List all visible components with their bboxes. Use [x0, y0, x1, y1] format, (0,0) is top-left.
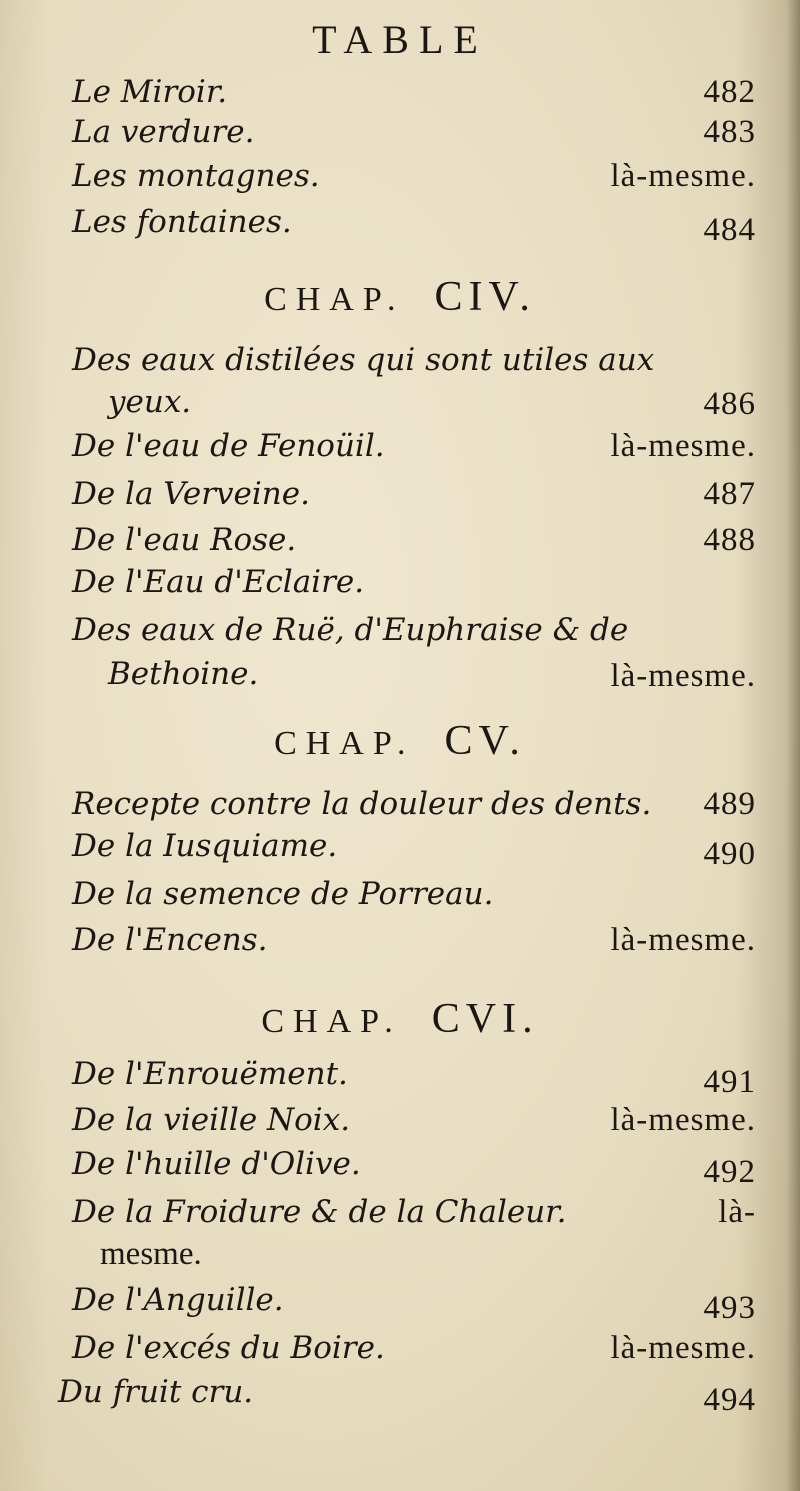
toc-entry — [72, 1054, 756, 1100]
entry-title: De l'Encens. — [72, 922, 268, 958]
toc-entry — [72, 202, 756, 248]
entry-page: là-mesme. — [610, 428, 756, 464]
toc-entry — [72, 562, 756, 602]
chapter-word: CHAP. — [264, 281, 405, 318]
entry-title: Des eaux de Ruë, d'Euphraise & de — [72, 612, 629, 648]
toc-entry — [72, 1100, 756, 1140]
entry-title: De la Iusquiame. — [72, 828, 338, 864]
entry-page: 493 — [703, 1290, 756, 1326]
entry-title: De l'huille d'Olive. — [72, 1146, 361, 1182]
entry-title: Le Miroir. — [72, 74, 228, 110]
entry-title: La verdure. — [72, 114, 255, 150]
toc-entry — [72, 340, 756, 380]
entry-page: là-mesme. — [610, 1102, 756, 1138]
entry-title: De la Froidure & de la Chaleur. — [72, 1194, 567, 1230]
toc-entry — [72, 1280, 756, 1326]
toc-entry — [72, 920, 756, 960]
entry-continuation: Bethoine. — [108, 656, 259, 692]
toc-entry — [72, 72, 756, 112]
entry-title: Recepte contre la douleur des dents. — [72, 786, 652, 822]
toc-entry — [72, 520, 756, 560]
entry-title: Du fruit cru. — [58, 1374, 254, 1410]
toc-entry — [72, 474, 756, 514]
entry-title: De la Verveine. — [72, 476, 310, 512]
toc-entry — [72, 426, 756, 466]
entry-page: 490 — [703, 836, 756, 872]
entry-page: 492 — [703, 1154, 756, 1190]
entry-page: 488 — [703, 522, 756, 558]
chapter-number: CIV. — [434, 274, 536, 320]
toc-entry — [72, 112, 756, 152]
toc-entry — [58, 1372, 756, 1418]
entry-title: De la vieille Noix. — [72, 1102, 351, 1138]
entry-title: De l'Anguille. — [72, 1282, 284, 1318]
chapter-word: CHAP. — [274, 725, 415, 762]
entry-page: là- — [718, 1194, 756, 1230]
entry-title: De l'eau Rose. — [72, 522, 297, 558]
entry-title: De l'Eau d'Eclaire. — [72, 564, 365, 600]
entry-page: 489 — [703, 786, 756, 822]
entry-page: 494 — [703, 1382, 756, 1418]
entry-continuation: yeux. — [108, 384, 192, 420]
entry-page: là-mesme. — [610, 658, 756, 694]
running-header: TABLE — [312, 17, 488, 62]
toc-entry — [72, 874, 756, 914]
toc-entry — [72, 610, 756, 650]
chapter-number: CV. — [444, 718, 526, 764]
toc-entry — [72, 826, 756, 872]
chapter-heading — [0, 716, 800, 775]
entry-title: De l'excés du Boire. — [72, 1330, 385, 1366]
toc-entry — [72, 1144, 756, 1190]
entry-page: 487 — [703, 476, 756, 512]
entry-page: 491 — [703, 1064, 756, 1100]
chapter-heading — [0, 994, 800, 1053]
entry-title: De l'eau de Fenoüil. — [72, 428, 385, 464]
entry-page: 483 — [703, 114, 756, 150]
entry-title: De la semence de Porreau. — [72, 876, 494, 912]
entry-continuation: mesme. — [100, 1236, 202, 1272]
chapter-number: CVI. — [431, 996, 539, 1042]
entry-page: là-mesme. — [610, 922, 756, 958]
entry-title: Les montagnes. — [72, 158, 320, 194]
toc-entry — [72, 1192, 756, 1232]
entry-page: 486 — [703, 386, 756, 422]
entry-page: là-mesme. — [610, 1330, 756, 1366]
entry-page: 484 — [703, 212, 756, 248]
toc-entry — [72, 1328, 756, 1368]
chapter-word: CHAP. — [261, 1003, 402, 1040]
page-edge-shadow — [786, 0, 800, 1491]
entry-page: là-mesme. — [610, 158, 756, 194]
entry-title: Les fontaines. — [72, 204, 292, 240]
entry-page: 482 — [703, 74, 756, 110]
entry-title: Des eaux distilées qui sont utiles aux — [72, 342, 655, 378]
chapter-heading — [0, 272, 800, 331]
toc-entry — [72, 156, 756, 196]
entry-title: De l'Enrouëment. — [72, 1056, 348, 1092]
toc-entry — [72, 784, 756, 824]
